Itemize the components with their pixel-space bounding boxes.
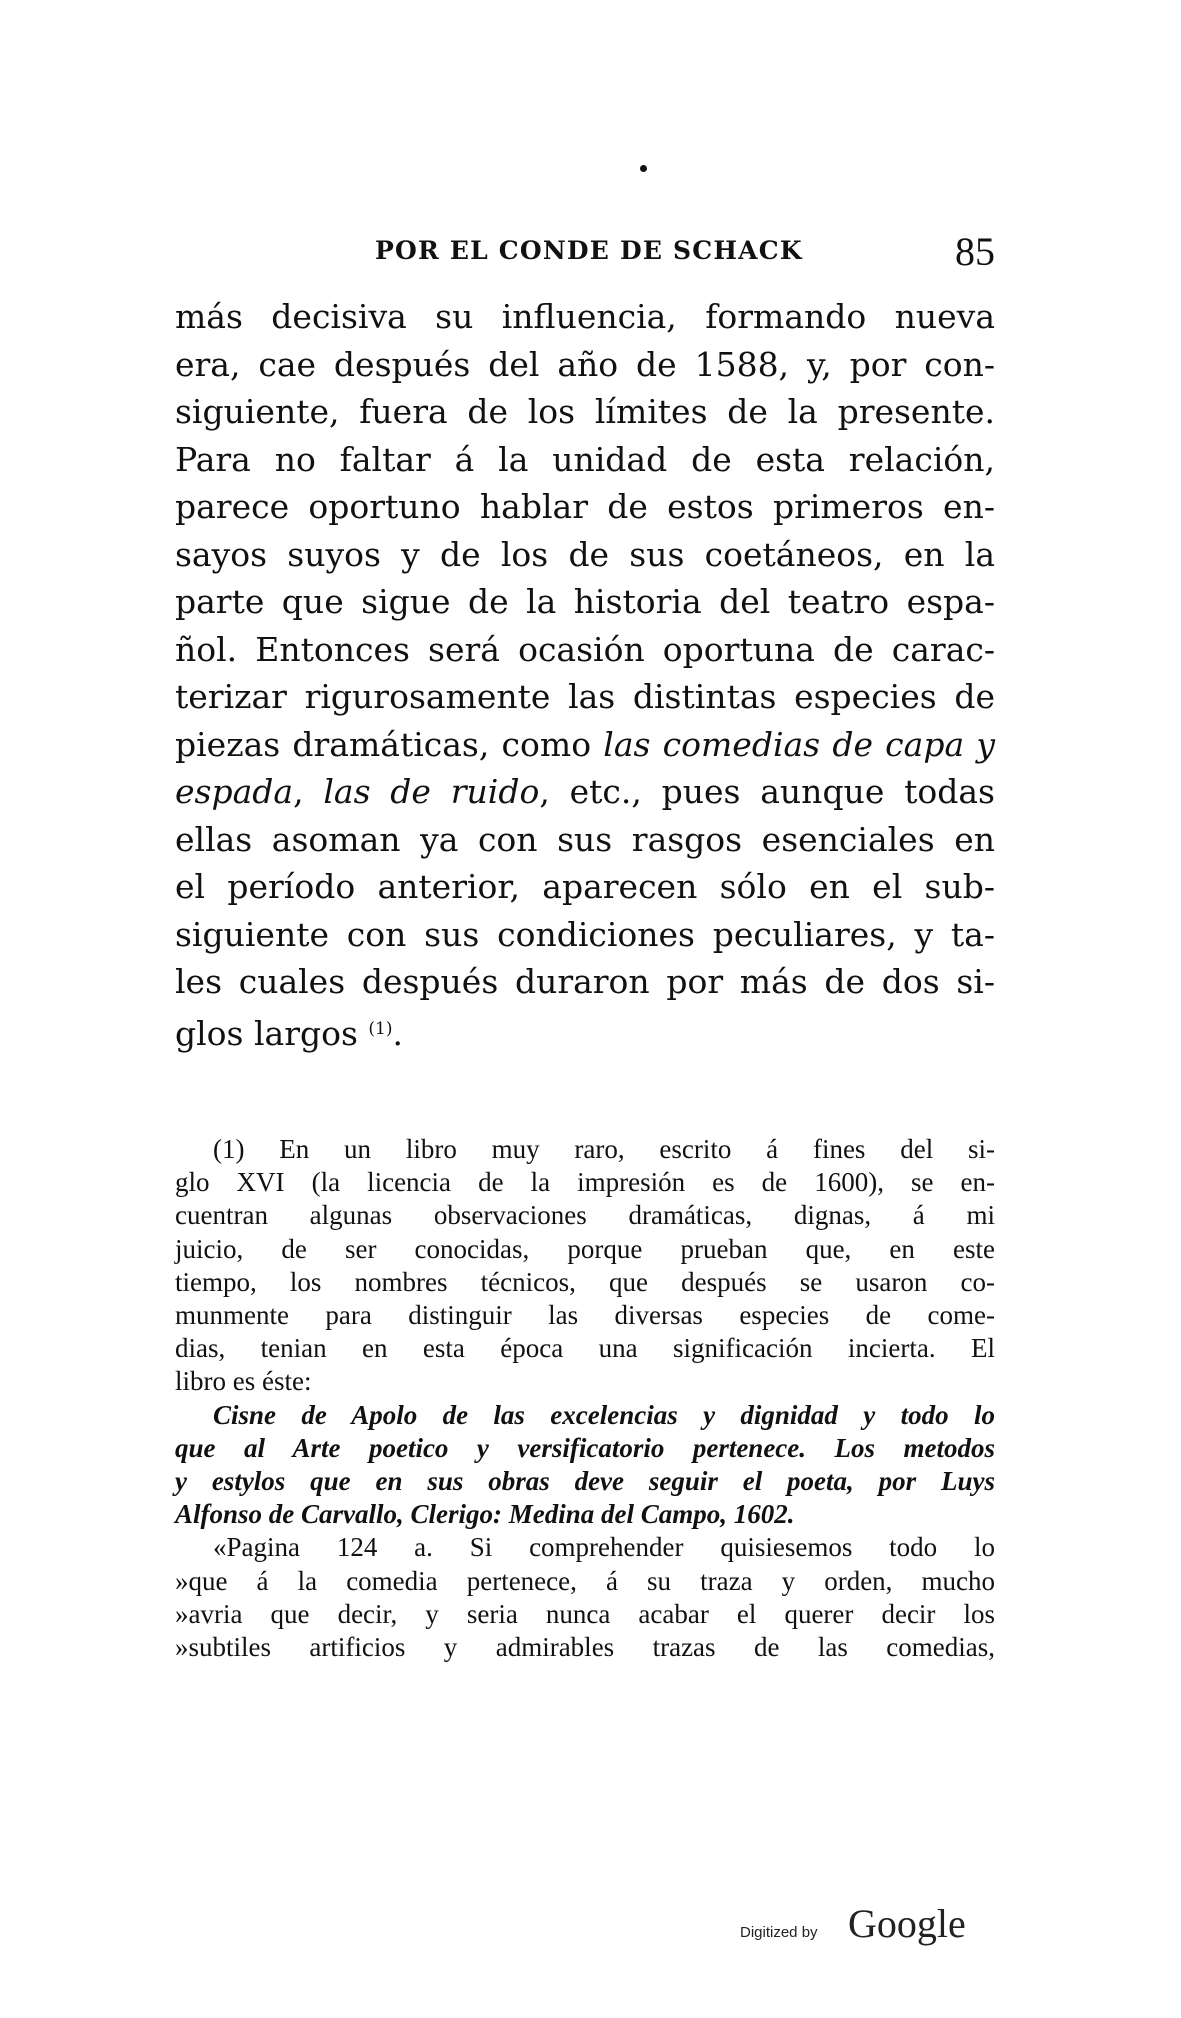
- body-line: [175, 768, 995, 816]
- quote-line: »que á la comedia pertenece, á su traza y orden, mucho: [175, 1565, 995, 1596]
- book-title-line: y estylos que en sus obras deve seguir el poeta, por Luys: [175, 1466, 995, 1497]
- body-line: [175, 1006, 995, 1058]
- footnote: [175, 1133, 995, 1664]
- footnote-line: juicio, de ser conocidas, porque prueban que, en este: [175, 1233, 995, 1264]
- body-line: sayos suyos y de los de sus coetáneos, en la: [175, 534, 995, 574]
- body-line: siguiente con sus condiciones peculiares, y ta-: [175, 914, 995, 954]
- body-line: parte que sigue de la historia del teatro espa-: [175, 582, 995, 621]
- google-logo: Google: [848, 1901, 966, 1946]
- body-line: [175, 721, 995, 769]
- body-line: Para no faltar á la unidad de esta relación,: [175, 439, 995, 479]
- body-text-run: , etc., pues aunque todas: [539, 772, 995, 811]
- italic-term: espada: [175, 772, 294, 811]
- body-text: [175, 293, 995, 1057]
- body-line: era, cae después del año de 1588, y, por con-: [175, 344, 995, 384]
- footnote-line: libro es éste:: [175, 1366, 312, 1397]
- footnote-line: munmente para distinguir las diversas especies de come-: [175, 1300, 995, 1331]
- body-text-run: glos largos: [175, 1013, 369, 1053]
- footnote-line: glo XVI (la licencia de la impresión es de 1600), se en-: [175, 1167, 995, 1198]
- body-line: siguiente, fuera de los límites de la presente.: [175, 392, 995, 431]
- page-number: 85: [955, 229, 995, 274]
- body-line: terizar rigurosamente las distintas especies de: [175, 677, 995, 716]
- ink-dot: [640, 165, 647, 172]
- digitized-by-label: Digitized by: [740, 1924, 818, 1941]
- body-line: les cuales después duraron por más de dos si-: [175, 962, 995, 1001]
- quote-line: »subtiles artificios y admirables trazas de las comedias,: [175, 1632, 995, 1663]
- page-header: [175, 228, 995, 284]
- book-title-line: Alfonso de Carvallo, Clerigo: Medina del Campo, 1602.: [175, 1499, 795, 1530]
- body-text-run: .: [392, 1013, 403, 1053]
- footnote-line: dias, tenian en esta época una significación incierta. El: [175, 1333, 995, 1364]
- book-title-line: Cisne de Apolo de las excelencias y dignidad y todo lo: [213, 1399, 995, 1430]
- footnote-line: (1) En un libro muy raro, escrito á fines del si-: [213, 1134, 995, 1164]
- body-line: ñol. Entonces será ocasión oportuna de carac-: [175, 629, 995, 669]
- body-line: el período anterior, aparecen sólo en el sub-: [175, 867, 995, 906]
- body-line: ellas asoman ya con sus rasgos esenciales en: [175, 819, 995, 859]
- body-text-run: piezas dramáticas, como: [175, 724, 604, 764]
- book-title-line: que al Arte poetico y versificatorio pertenece. Los metodos: [175, 1432, 995, 1463]
- body-line: más decisiva su influencia, formando nueva: [175, 297, 995, 336]
- body-line: parece oportuno hablar de estos primeros en-: [175, 487, 995, 526]
- quote-line: »avria que decir, y seria nunca acabar el querer decir los: [175, 1598, 995, 1629]
- running-head: POR EL CONDE DE SCHACK: [375, 236, 803, 265]
- quote-line: «Pagina 124 a. Si comprehender quisiesemos todo lo: [213, 1532, 995, 1563]
- body-text-run: ,: [293, 772, 324, 811]
- footnote-reference: (1): [368, 1018, 393, 1039]
- italic-term: las comedias de capa y: [603, 724, 995, 764]
- footnote-line: tiempo, los nombres técnicos, que después se usaron co-: [175, 1266, 995, 1297]
- italic-term: las de ruido: [323, 772, 540, 811]
- footnote-line: cuentran algunas observaciones dramáticas, dignas, á mi: [175, 1200, 995, 1231]
